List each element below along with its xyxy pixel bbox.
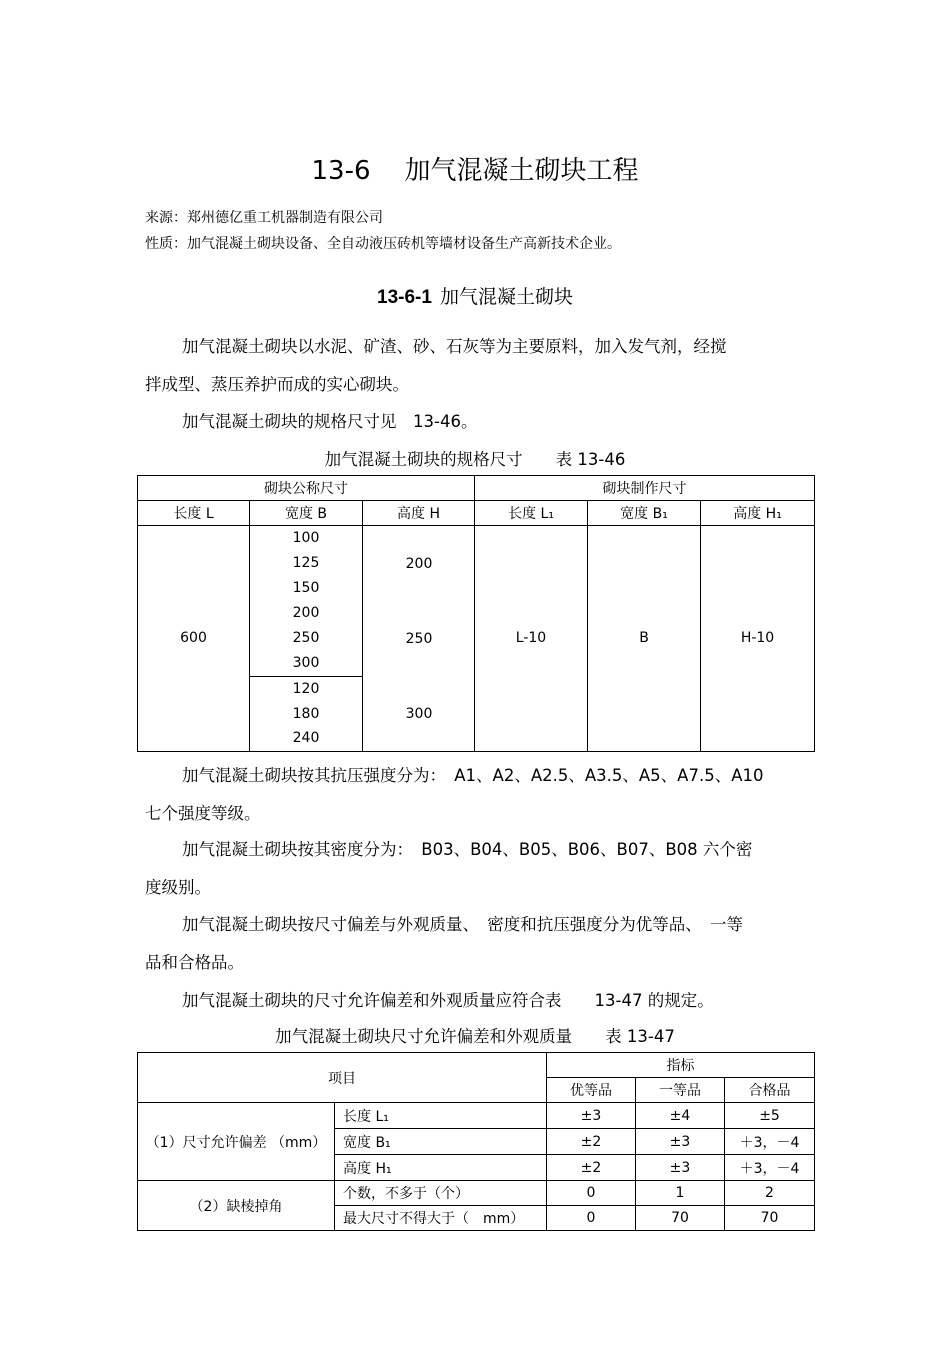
row-label: 高度 H₁ <box>335 1155 547 1181</box>
width-value: 120 <box>292 681 320 697</box>
paragraph-5-line-1: 加气混凝土砌块按尺寸偏差与外观质量、 密度和抗压强度分为优等品、 一等 <box>182 915 743 934</box>
row-value: 1 <box>636 1181 725 1206</box>
row-value: 70 <box>725 1206 815 1231</box>
row-label: 个数，不多于（个） <box>335 1181 547 1206</box>
row-value: ±3 <box>636 1129 725 1155</box>
row-value: ±2 <box>547 1155 636 1181</box>
paragraph-4-line-1: 加气混凝土砌块按其密度分为： B03、B04、B05、B06、B07、B08 六个密 <box>182 840 753 859</box>
width-value: 200 <box>292 605 320 621</box>
row-value: ±4 <box>636 1103 725 1129</box>
row-label: 长度 L₁ <box>335 1103 547 1129</box>
grade-first: 一等品 <box>636 1078 725 1103</box>
row-value: 70 <box>636 1206 725 1231</box>
width-value: 300 <box>292 655 320 671</box>
header-width: 宽度 B <box>250 501 363 526</box>
row-value: ±5 <box>725 1103 815 1129</box>
size-spec-table <box>137 475 815 752</box>
paragraph-2: 加气混凝土砌块的规格尺寸见 13-46。 <box>182 412 478 431</box>
row-value: ±3 <box>636 1155 725 1181</box>
grade-superior: 优等品 <box>547 1078 636 1103</box>
width-value: 240 <box>292 730 320 746</box>
group-size-tolerance: （1）尺寸允许偏差 （mm） <box>138 1103 335 1181</box>
index-header: 指标 <box>547 1053 815 1078</box>
paragraph-5-line-2: 品和合格品。 <box>145 953 244 972</box>
paragraph-3-line-2: 七个强度等级。 <box>145 804 261 823</box>
height-value: 200 <box>405 556 433 572</box>
width-value: 125 <box>292 555 320 571</box>
section-number: 13-6-1 <box>377 287 432 308</box>
width-value: 180 <box>292 705 320 722</box>
item-header: 项目 <box>138 1053 547 1103</box>
width-value: 100 <box>292 530 320 546</box>
paragraph-4-line-2: 度级别。 <box>145 878 211 897</box>
row-value: 0 <box>547 1181 636 1206</box>
length-value: 600 <box>138 526 250 752</box>
row-value: ＋3，－4 <box>725 1155 815 1181</box>
actual-length-value: L-10 <box>475 526 588 752</box>
header-height-actual: 高度 H₁ <box>701 501 815 526</box>
actual-size-header: 砌块制作尺寸 <box>475 476 815 501</box>
paragraph-1-line-2: 拌成型、蒸压养护而成的实心砌块。 <box>145 375 409 394</box>
row-value: 0 <box>547 1206 636 1231</box>
header-length: 长度 L <box>138 501 250 526</box>
row-value: ±2 <box>547 1129 636 1155</box>
height-value: 300 <box>405 706 433 722</box>
grade-qualified: 合格品 <box>725 1078 815 1103</box>
title-text: 加气混凝土砌块工程 <box>404 156 639 186</box>
width-value: 250 <box>292 630 320 646</box>
table2-caption: 加气混凝土砌块尺寸允许偏差和外观质量 表 13-47 <box>275 1027 675 1046</box>
table1-caption: 加气混凝土砌块的规格尺寸 表 13-46 <box>324 450 626 469</box>
height-list <box>363 526 475 752</box>
row-value: 2 <box>725 1181 815 1206</box>
section-heading <box>0 282 950 309</box>
group-missing-edges: （2）缺棱掉角 <box>138 1181 335 1231</box>
title-number: 13-6 <box>311 156 371 186</box>
row-label: 最大尺寸不得大于（ mm） <box>335 1206 547 1231</box>
paragraph-1-line-1: 加气混凝土砌块以水泥、矿渣、砂、石灰等为主要原料，加入发气剂，经搅 <box>182 337 727 356</box>
width-value: 150 <box>292 580 320 596</box>
row-value: ±3 <box>547 1103 636 1129</box>
page-title <box>0 150 950 187</box>
row-value: ＋3，－4 <box>725 1129 815 1155</box>
paragraph-6: 加气混凝土砌块的尺寸允许偏差和外观质量应符合表 13-47 的规定。 <box>182 991 714 1010</box>
section-text: 加气混凝土砌块 <box>439 286 573 308</box>
height-value: 250 <box>405 631 433 647</box>
header-height: 高度 H <box>363 501 475 526</box>
row-label: 宽度 B₁ <box>335 1129 547 1155</box>
source-line: 来源：郑州德亿重工机器制造有限公司 <box>145 210 383 226</box>
width-list-b <box>250 677 363 752</box>
actual-height-value: H-10 <box>701 526 815 752</box>
nominal-size-header: 砌块公称尺寸 <box>138 476 475 501</box>
header-width-actual: 宽度 B₁ <box>588 501 701 526</box>
tolerance-table <box>137 1052 815 1231</box>
width-list-a <box>250 526 363 677</box>
nature-line: 性质：加气混凝土砌块设备、全自动液压砖机等墙材设备生产高新技术企业。 <box>145 236 621 252</box>
actual-width-value: B <box>588 526 701 752</box>
header-length-actual: 长度 L₁ <box>475 501 588 526</box>
paragraph-3-line-1: 加气混凝土砌块按其抗压强度分为： A1、A2、A2.5、A3.5、A5、A7.5、A10 <box>182 766 764 785</box>
